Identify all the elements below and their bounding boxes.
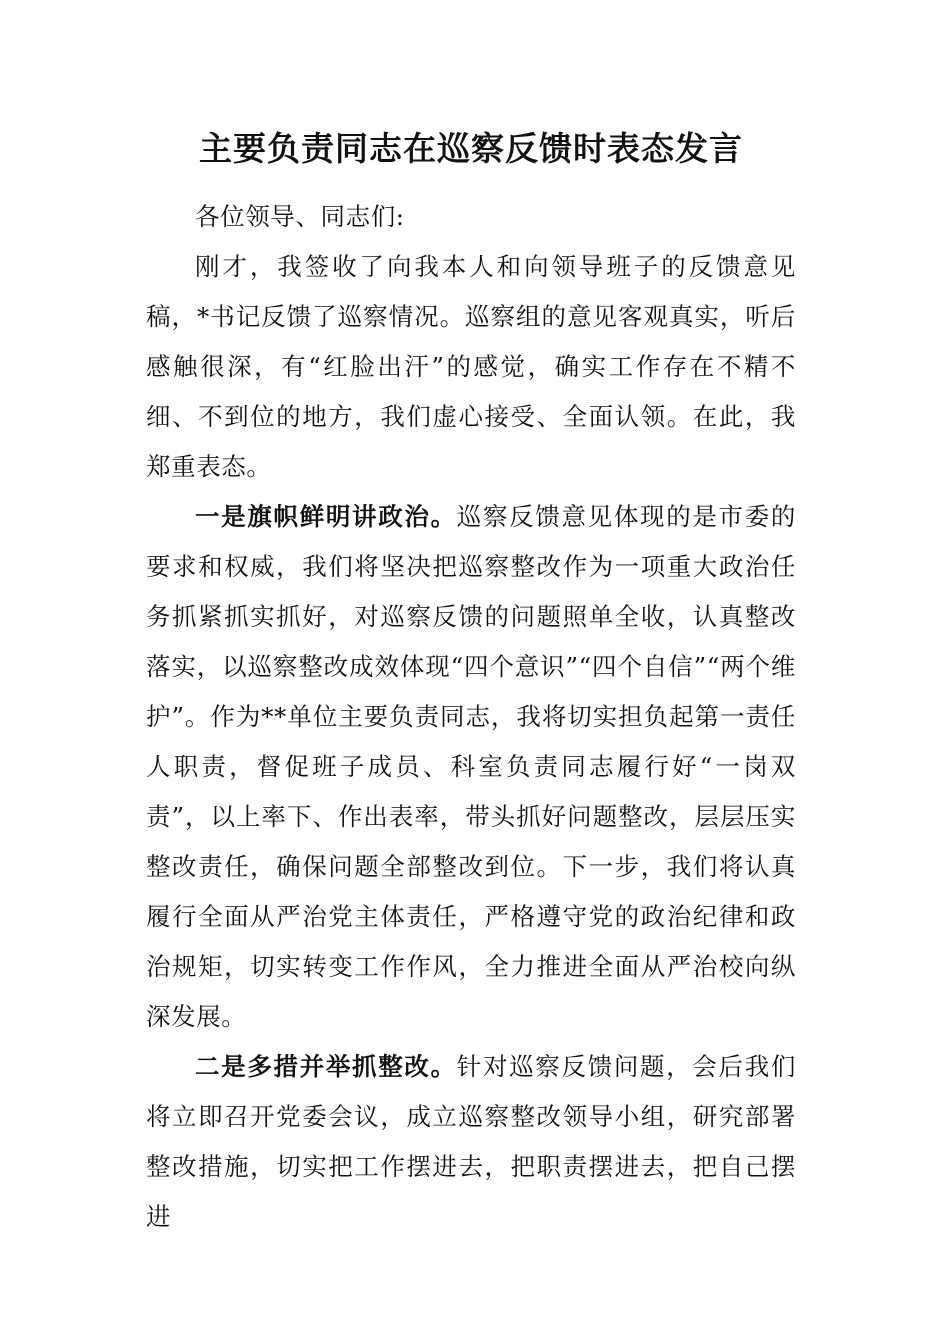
document-title: 主要负责同志在巡察反馈时表态发言 <box>199 129 743 168</box>
section-paragraph-1 <box>146 492 796 1042</box>
section-paragraph-2 <box>146 1042 796 1242</box>
section-2-heading: 二是多措并举抓整改。 <box>195 1052 457 1081</box>
salutation: 各位领导、同志们: <box>195 202 405 231</box>
document-page <box>146 120 796 1242</box>
section-2-body: 针对巡察反馈问题，会后我们将立即召开党委会议，成立巡察整改领导小组，研究部署整改措施，切实把工作摆进去，把职责摆进去，把自己摆进 <box>146 1052 797 1231</box>
section-1-body: 巡察反馈意见体现的是市委的要求和权威，我们将坚决把巡察整改作为一项重大政治任务抓紧抓实抓好，对巡察反馈的问题照单全收，认真整改落实，以巡察整改成效体现“四个意识”“四个自信”“两个维护”。作为**单位主要负责同志，我将切实担负起第一责任人职责，督促班子成员、科室负责同志履行好“一岗双责”，以上率下、作出表率，带头抓好问题整改，层层压实整改责任，确保问题全部整改到位。下一步，我们将认真履行全面从严治党主体责任，严格遵守党的政治纪律和政治规矩，切实转变工作作风，全力推进全面从严治校向纵深发展。 <box>146 502 797 1031</box>
intro-paragraph: 刚才，我签收了向我本人和向领导班子的反馈意见稿，*书记反馈了巡察情况。巡察组的意见客观真实，听后感触很深，有“红脸出汗”的感觉，确实工作存在不精不细、不到位的地方，我们虚心接受、全面认领。在此，我郑重表态。 <box>146 252 796 481</box>
section-1-heading: 一是旗帜鲜明讲政治。 <box>195 502 457 531</box>
